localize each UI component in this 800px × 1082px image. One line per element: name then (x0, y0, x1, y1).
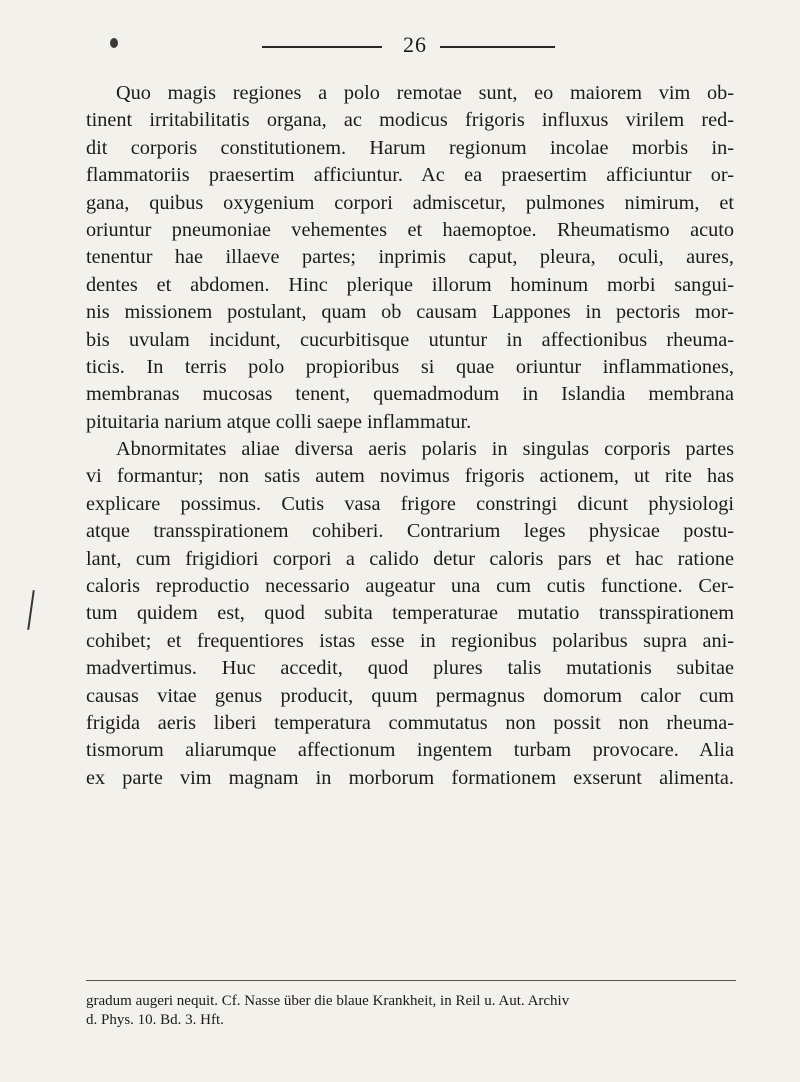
text-line: ticis. In terris polo propioribus si quae oriuntur inflammationes, (86, 355, 734, 378)
body-text (86, 80, 734, 792)
text-line: Quo magis regiones a polo remotae sunt, eo maiorem vim ob- (116, 82, 734, 104)
text-line: vi formantur; non satis autem novimus frigoris actionem, ut rite has (86, 465, 734, 488)
text-line: tismorum aliarumque affectionum ingentem turbam provocare. Alia (86, 739, 734, 762)
text-line: oriuntur pneumoniae vehementes et haemoptoe. Rheumatismo acuto (86, 218, 734, 241)
text-line: tum quidem est, quod subita temperaturae mutatio transspirationem (86, 602, 734, 625)
text-line: membranas mucosas tenent, quemadmodum in Islandia membrana (86, 383, 734, 406)
text-line: madvertimus. Huc accedit, quod plures talis mutationis subitae (86, 657, 734, 680)
text-line: tinent irritabilitatis organa, ac modicus frigoris influxus virilem red- (86, 109, 734, 132)
margin-pencil-mark (27, 590, 35, 630)
text-line: frigida aeris liberi temperatura commutatus non possit non rheuma- (86, 711, 734, 734)
text-line: pituitaria narium atque colli saepe inflammatur. (86, 410, 472, 433)
text-line: explicare possimus. Cutis vasa frigore constringi dicunt physiologi (86, 492, 734, 515)
footnote (86, 992, 736, 1030)
text-line: gana, quibus oxygenium corpori admiscetur, pulmones nimirum, et (86, 191, 734, 214)
footnote-line: gradum augeri nequit. Cf. Nasse über die blaue Krankheit, in Reil u. Aut. Archiv (86, 993, 570, 1009)
text-line: tenentur hae illaeve partes; inprimis caput, pleura, oculi, aures, (86, 246, 734, 269)
text-line: dit corporis constitutionem. Harum regionum incolae morbis in- (86, 136, 734, 159)
text-line: ex parte vim magnam in morborum formationem exserunt alimenta. (86, 766, 734, 789)
running-header (0, 32, 800, 62)
text-line: bis uvulam incidunt, cucurbitisque utuntur in affectionibus rheuma- (86, 328, 734, 351)
text-line: dentes et abdomen. Hinc plerique illorum hominum morbi sangui- (86, 273, 734, 296)
text-line: caloris reproductio necessario augeatur una cum cutis functione. Cer- (86, 575, 734, 598)
text-line: causas vitae genus producit, quum permagnus domorum calor cum (86, 684, 734, 707)
footnote-divider (86, 980, 736, 981)
text-line: atque transspirationem cohiberi. Contrarium leges physicae postu- (86, 520, 734, 543)
header-rule-left (262, 46, 382, 48)
text-line: cohibet; et frequentiores istas esse in regionibus polaribus supra ani- (86, 629, 734, 652)
text-line: Abnormitates aliae diversa aeris polaris in singulas corporis partes (116, 438, 734, 461)
page-number: 26 (403, 32, 427, 57)
footnote-line: d. Phys. 10. Bd. 3. Hft. (86, 1012, 224, 1028)
text-line: lant, cum frigidiori corpori a calido detur caloris pars et hac ratione (86, 547, 734, 570)
text-line: flammatoriis praesertim afficiuntur. Ac ea praesertim afficiuntur or- (86, 164, 734, 187)
header-rule-right (440, 46, 555, 48)
text-line: nis missionem postulant, quam ob causam Lappones in pectoris mor- (86, 301, 734, 324)
